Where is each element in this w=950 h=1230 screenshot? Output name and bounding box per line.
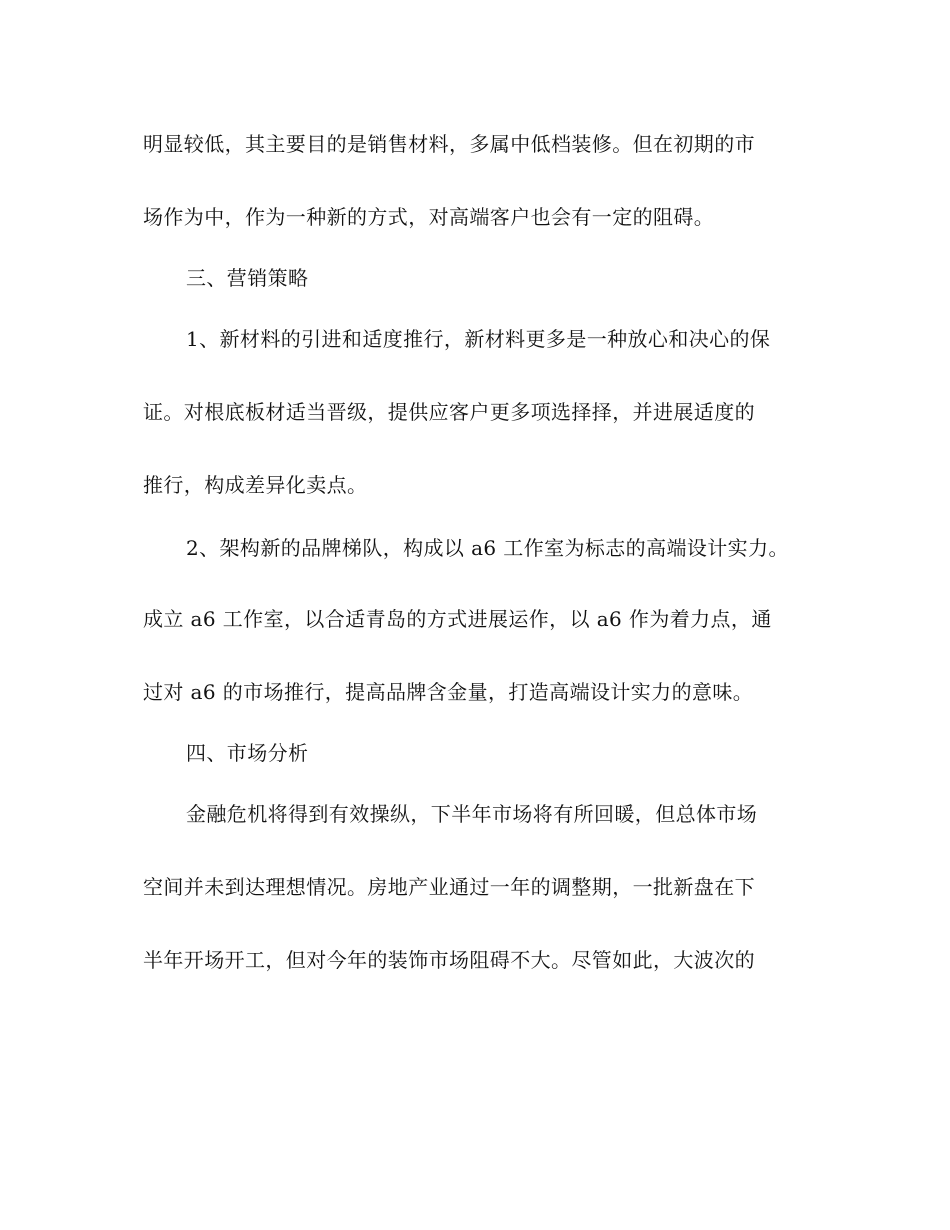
paragraph-line: 1、新材料的引进和适度推行，新材料更多是一种放心和决心的保: [186, 327, 771, 351]
paragraph-line: 过对 a6 的市场推行，提高品牌含金量，打造高端设计实力的意味。: [143, 680, 754, 704]
section-heading: 三、营销策略: [186, 266, 309, 290]
paragraph-line: 空间并未到达理想情况。房地产业通过一年的调整期，一批新盘在下: [143, 875, 755, 899]
paragraph-line: 2、架构新的品牌梯队，构成以 a6 工作室为标志的高端设计实力。: [186, 536, 789, 560]
paragraph-line: 推行，构成差异化卖点。: [143, 473, 368, 497]
paragraph-line: 金融危机将得到有效操纵，下半年市场将有所回暖，但总体市场: [186, 802, 758, 826]
paragraph-line: 证。对根底板材适当晋级，提供应客户更多项选择择，并进展适度的: [143, 400, 755, 424]
paragraph-line: 场作为中，作为一种新的方式，对高端客户也会有一定的阻碍。: [143, 205, 715, 229]
paragraph-line: 明显较低，其主要目的是销售材料，多属中低档装修。但在初期的市: [143, 132, 755, 156]
paragraph-line: 半年开场开工，但对今年的装饰市场阻碍不大。尽管如此，大波次的: [143, 948, 755, 972]
paragraph-line: 成立 a6 工作室，以合适青岛的方式进展运作，以 a6 作为着力点，通: [143, 607, 772, 631]
section-heading: 四、市场分析: [186, 741, 309, 765]
